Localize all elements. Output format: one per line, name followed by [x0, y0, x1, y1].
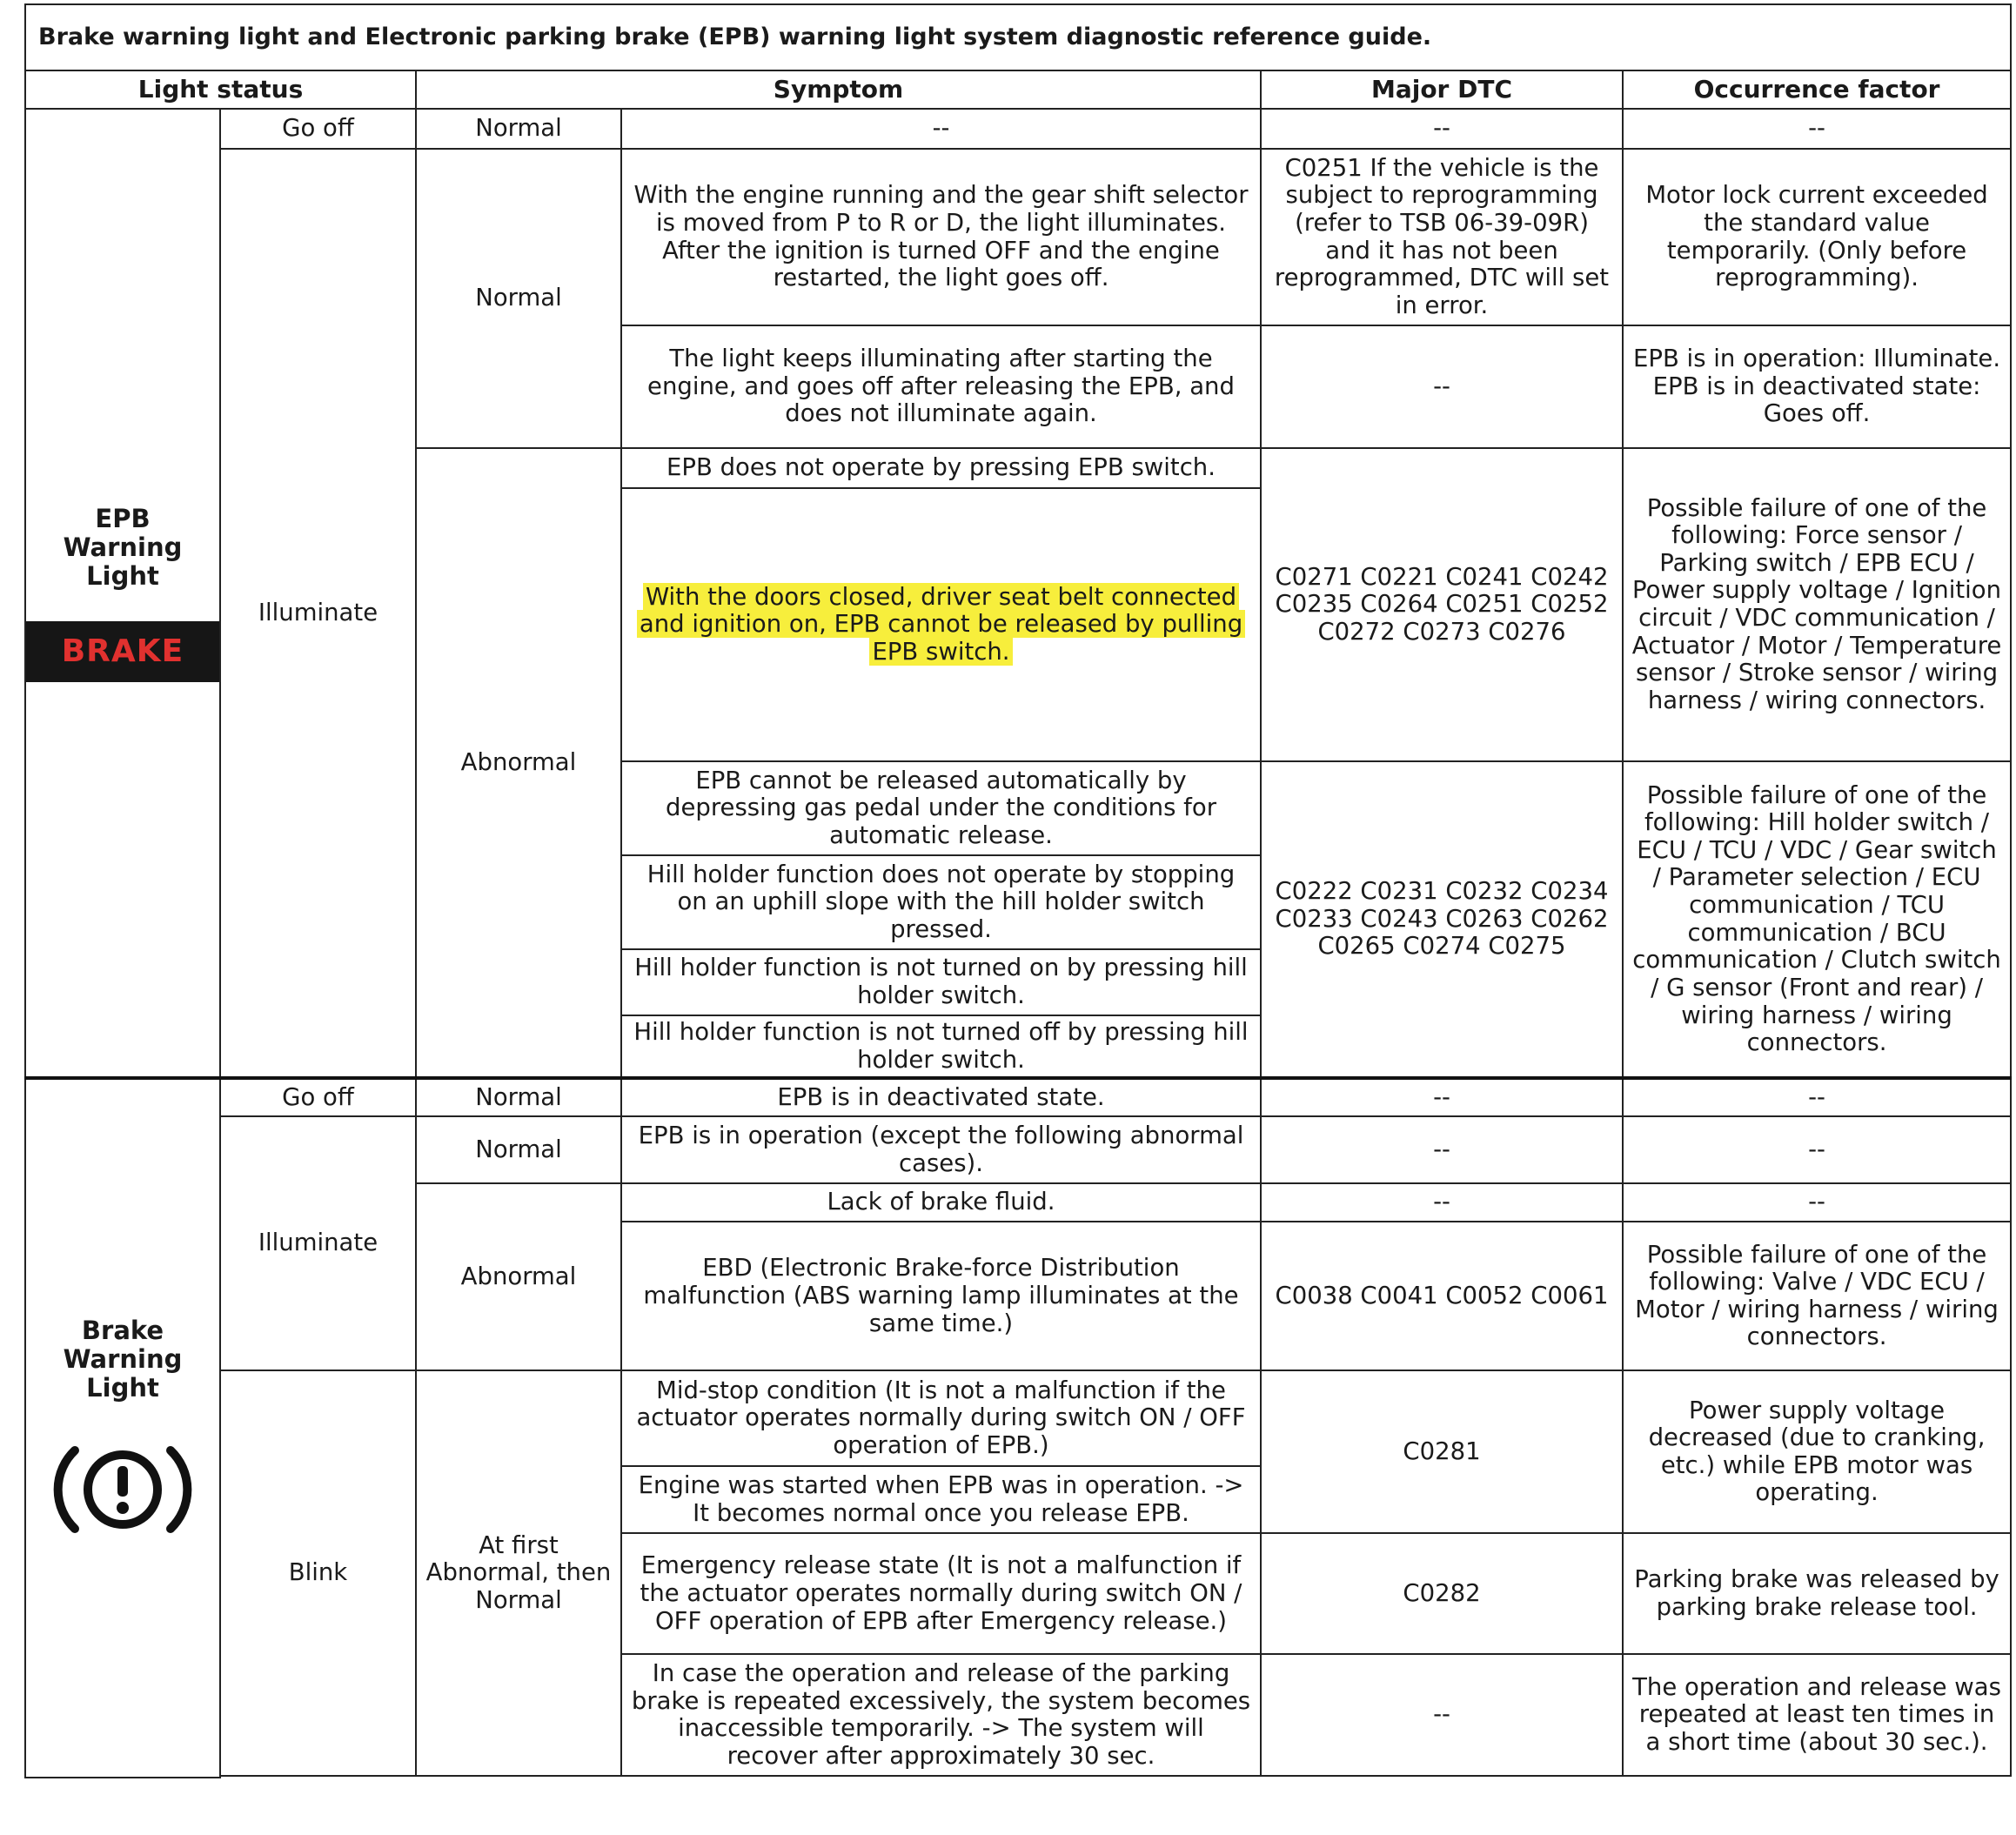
- epb-go-off-dtc: --: [1261, 109, 1623, 149]
- epb-abnormal-2c-symptom: Hill holder function is not turned on by pressing hill holder switch.: [621, 949, 1261, 1015]
- brake-blink-first-abnormal: At first Abnormal, then Normal: [416, 1370, 621, 1776]
- brake-badge-icon: BRAKE: [26, 621, 219, 682]
- brake-illum-normal-symptom: EPB is in operation (except the following abnormal cases).: [621, 1116, 1261, 1183]
- epb-warning-light-cell: [25, 109, 220, 1078]
- brake-illuminate-abnormal: Abnormal: [416, 1183, 621, 1370]
- brake-ebd-factor: Possible failure of one of the following: Valve / VDC ECU / Motor / wiring harness / wiring connectors.: [1623, 1222, 2011, 1370]
- epb-abnormal-1-dtc: C0271 C0221 C0241 C0242 C0235 C0264 C0251 C0252 C0272 C0273 C0276: [1261, 448, 1623, 761]
- brake-blink-1b-symptom: Engine was started when EPB was in operation. -> It becomes normal once you release EPB.: [621, 1466, 1261, 1533]
- brake-go-off-factor: --: [1623, 1078, 2011, 1116]
- epb-go-off-normal: Normal: [416, 109, 621, 149]
- epb-abnormal-2b-symptom: Hill holder function does not operate by stopping on an uphill slope with the hill holder switch pressed.: [621, 855, 1261, 949]
- epb-normal-1-symptom: With the engine running and the gear shift selector is moved from P to R or D, the light illuminates. After the ignition is turned OFF and the engine restarted, the light goes off.: [621, 149, 1261, 325]
- brake-warning-light-cell: [25, 1078, 220, 1778]
- header-symptom: Symptom: [416, 70, 1261, 109]
- highlighted-symptom: With the doors closed, driver seat belt connected and ignition on, EPB cannot be released by pulling EPB switch.: [637, 583, 1245, 666]
- brake-ebd-dtc: C0038 C0041 C0052 C0061: [1261, 1222, 1623, 1370]
- brake-blink-2-symptom: Emergency release state (It is not a malfunction if the actuator operates normally during switch ON / OFF operation of EPB after Emergency release.): [621, 1533, 1261, 1654]
- brake-illum-normal-factor: --: [1623, 1116, 2011, 1183]
- brake-blink-3-dtc: --: [1261, 1654, 1623, 1776]
- brake-blink-3-symptom: In case the operation and release of the parking brake is repeated excessively, the system becomes inaccessible temporarily. -> The system will recover after approximately 30 sec.: [621, 1654, 1261, 1776]
- epb-abnormal-2-factor: Possible failure of one of the following: Hill holder switch / ECU / TCU / VDC / Gear switch / Parameter selection / ECU communication / TCU communication / BCU communication / Clutch switch / G sensor (Front and rear) / wiring harness / wiring connectors.: [1623, 761, 2011, 1078]
- epb-illuminate-normal: Normal: [416, 149, 621, 448]
- epb-go-off-symptom: --: [621, 109, 1261, 149]
- brake-go-off-normal: Normal: [416, 1078, 621, 1116]
- diagnostic-guide: [24, 3, 2010, 1778]
- brake-blink-1-dtc: C0281: [1261, 1370, 1623, 1533]
- brake-blink-3-factor: The operation and release was repeated at least ten times in a short time (about 30 sec.).: [1623, 1654, 2011, 1776]
- epb-go-off-factor: --: [1623, 109, 2011, 149]
- brake-lack-fluid-symptom: Lack of brake fluid.: [621, 1183, 1261, 1222]
- epb-normal-1-dtc: C0251 If the vehicle is the subject to reprogramming (refer to TSB 06-39-09R) and it has not been reprogrammed, DTC will set in error.: [1261, 149, 1623, 325]
- epb-abnormal-2d-symptom: Hill holder function is not turned off by pressing hill holder switch.: [621, 1015, 1261, 1077]
- brake-go-off-symptom: EPB is in deactivated state.: [621, 1078, 1261, 1116]
- epb-normal-2-symptom: The light keeps illuminating after starting the engine, and goes off after releasing the EPB, and does not illuminate again.: [621, 325, 1261, 448]
- brake-warning-light-label: Brake Warning Light: [63, 1315, 183, 1403]
- brake-ebd-symptom: EBD (Electronic Brake-force Distribution malfunction (ABS warning lamp illuminates at the same time.): [621, 1222, 1261, 1370]
- diagnostic-table: [24, 3, 2012, 1778]
- epb-illuminate: Illuminate: [220, 149, 416, 1078]
- epb-normal-2-factor: EPB is in operation: Illuminate. EPB is in deactivated state: Goes off.: [1623, 325, 2011, 448]
- epb-go-off: Go off: [220, 109, 416, 149]
- brake-illum-normal-dtc: --: [1261, 1116, 1623, 1183]
- epb-abnormal-2a-symptom: EPB cannot be released automatically by depressing gas pedal under the conditions for automatic release.: [621, 761, 1261, 855]
- header-light-status: Light status: [25, 70, 416, 109]
- table-title: Brake warning light and Electronic parking brake (EPB) warning light system diagnostic reference guide.: [25, 4, 2011, 70]
- brake-lack-fluid-factor: --: [1623, 1183, 2011, 1222]
- epb-abnormal-2-dtc: C0222 C0231 C0232 C0234 C0233 C0243 C0263 C0262 C0265 C0274 C0275: [1261, 761, 1623, 1078]
- brake-blink-1a-symptom: Mid-stop condition (It is not a malfunction if the actuator operates normally during switch ON / OFF operation of EPB.): [621, 1370, 1261, 1466]
- epb-normal-1-factor: Motor lock current exceeded the standard value temporarily. (Only before reprogramming).: [1623, 149, 2011, 325]
- epb-abnormal-1-factor: Possible failure of one of the following: Force sensor / Parking switch / EPB ECU / Power supply voltage / Ignition circuit / VDC communication / Actuator / Motor / Temperature sensor / Stroke sensor / wiring harness / wiring connectors.: [1623, 448, 2011, 761]
- brake-illuminate-normal: Normal: [416, 1116, 621, 1183]
- brake-blink-2-factor: Parking brake was released by parking brake release tool.: [1623, 1533, 2011, 1654]
- epb-abnormal-1b-symptom: [621, 488, 1261, 761]
- epb-normal-2-dtc: --: [1261, 325, 1623, 448]
- brake-warning-circle-exclamation-icon: [45, 1438, 200, 1541]
- brake-go-off-dtc: --: [1261, 1078, 1623, 1116]
- brake-go-off: Go off: [220, 1078, 416, 1116]
- brake-blink-1-factor: Power supply voltage decreased (due to cranking, etc.) while EPB motor was operating.: [1623, 1370, 2011, 1533]
- epb-warning-light-label: EPB Warning Light: [63, 503, 183, 592]
- brake-blink-2-dtc: C0282: [1261, 1533, 1623, 1654]
- brake-illuminate: Illuminate: [220, 1116, 416, 1370]
- brake-lack-fluid-dtc: --: [1261, 1183, 1623, 1222]
- epb-abnormal: Abnormal: [416, 448, 621, 1078]
- header-occurrence-factor: Occurrence factor: [1623, 70, 2011, 109]
- header-major-dtc: Major DTC: [1261, 70, 1623, 109]
- epb-abnormal-1a-symptom: EPB does not operate by pressing EPB switch.: [621, 448, 1261, 488]
- brake-blink: Blink: [220, 1370, 416, 1776]
